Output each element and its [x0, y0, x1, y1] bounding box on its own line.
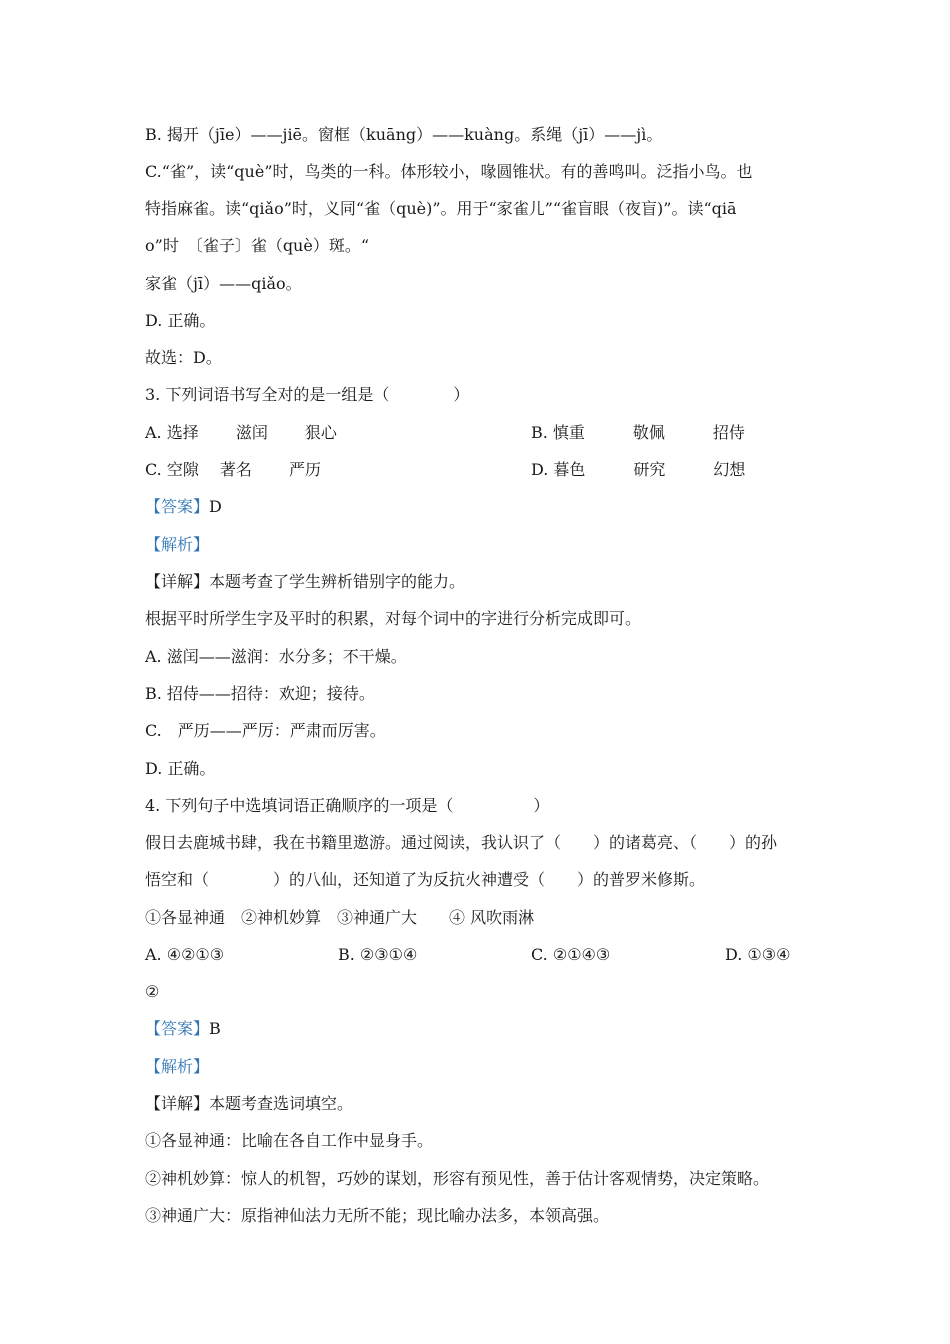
q4-option-a: A. ④②①③ — [145, 945, 225, 964]
text-line: 假日去鹿城书肆，我在书籍里遨游。通过阅读，我认识了（ ）的诸葛亮、（ ）的孙 — [145, 833, 778, 852]
text-line: C. 严历——严厉：严肃而厉害。 — [145, 721, 386, 740]
text-line: D. 正确。 — [145, 311, 216, 330]
detail-label: 【详解】 — [145, 1094, 210, 1113]
q3-answer — [145, 497, 222, 517]
answer-label: 【答案】 — [145, 497, 210, 516]
text-line: B. 招侍——招待：欢迎；接待。 — [145, 684, 375, 703]
text-line: 故选：D。 — [145, 348, 222, 367]
text-line: ②神机妙算：惊人的机智，巧妙的谋划，形容有预见性，善于估计客观情势，决定策略。 — [145, 1169, 770, 1188]
text-line: 特指麻雀。读“qiǎo”时，义同“雀（què)”。用于“家雀儿”“雀盲眼（夜盲)”。读“qiā — [145, 199, 737, 218]
q3-analysis-label: 【解析】 — [145, 535, 210, 554]
q3-option-c: C. 空隙 著名 严历 — [145, 460, 322, 479]
text-line: o”时 〔雀子〕雀（què）斑。“ — [145, 236, 370, 255]
q4-option-d: D. ①③④ — [725, 945, 791, 964]
q4-answer — [145, 1019, 221, 1039]
detail-text: 本题考查选词填空。 — [209, 1094, 354, 1113]
q3-option-d: D. 暮色 研究 幻想 — [531, 460, 746, 479]
detail-text: 本题考查了学生辨析错别字的能力。 — [209, 572, 466, 591]
text-line: D. 正确。 — [145, 759, 216, 778]
q3-detail — [145, 572, 465, 592]
answer-label: 【答案】 — [145, 1019, 210, 1038]
answer-value: B — [209, 1019, 221, 1038]
q3-option-a: A. 选择 滋闰 狠心 — [145, 423, 337, 442]
question-3-stem: 3. 下列词语书写全对的是一组是（ ） — [145, 385, 470, 404]
text-line: 根据平时所学生字及平时的积累，对每个词中的字进行分析完成即可。 — [145, 609, 642, 628]
q4-option-b: B. ②③①④ — [338, 945, 418, 964]
detail-label: 【详解】 — [145, 572, 210, 591]
text-line: ③神通广大：原指神仙法力无所不能；现比喻办法多，本领高强。 — [145, 1206, 610, 1225]
text-line: 悟空和（ ）的八仙，还知道了为反抗火神遭受（ ）的普罗米修斯。 — [145, 870, 706, 889]
q4-analysis-label: 【解析】 — [145, 1057, 210, 1076]
text-line: ①各显神通：比喻在各自工作中显身手。 — [145, 1131, 434, 1150]
question-4-stem: 4. 下列句子中选填词语正确顺序的一项是（ ） — [145, 796, 550, 815]
answer-value: D — [209, 497, 222, 516]
text-line: 家雀（jī）——qiǎo。 — [145, 274, 302, 293]
q4-option-d-wrap: ② — [145, 982, 160, 1001]
text-line: A. 滋闰——滋润：水分多；不干燥。 — [145, 647, 407, 666]
text-line: B. 揭开（jīe）——jiē。窗框（kuāng）——kuàng。系绳（jī）——jì。 — [145, 125, 663, 144]
text-line: ①各显神通 ②神机妙算 ③神通广大 ④ 风吹雨淋 — [145, 908, 535, 927]
q4-option-c: C. ②①④③ — [531, 945, 611, 964]
text-line: C.“雀”，读“què”时，鸟类的一科。体形较小，喙圆锥状。有的善鸣叫。泛指小鸟。也 — [145, 162, 753, 181]
q3-option-b: B. 慎重 敬佩 招侍 — [531, 423, 745, 442]
q4-detail — [145, 1094, 353, 1114]
